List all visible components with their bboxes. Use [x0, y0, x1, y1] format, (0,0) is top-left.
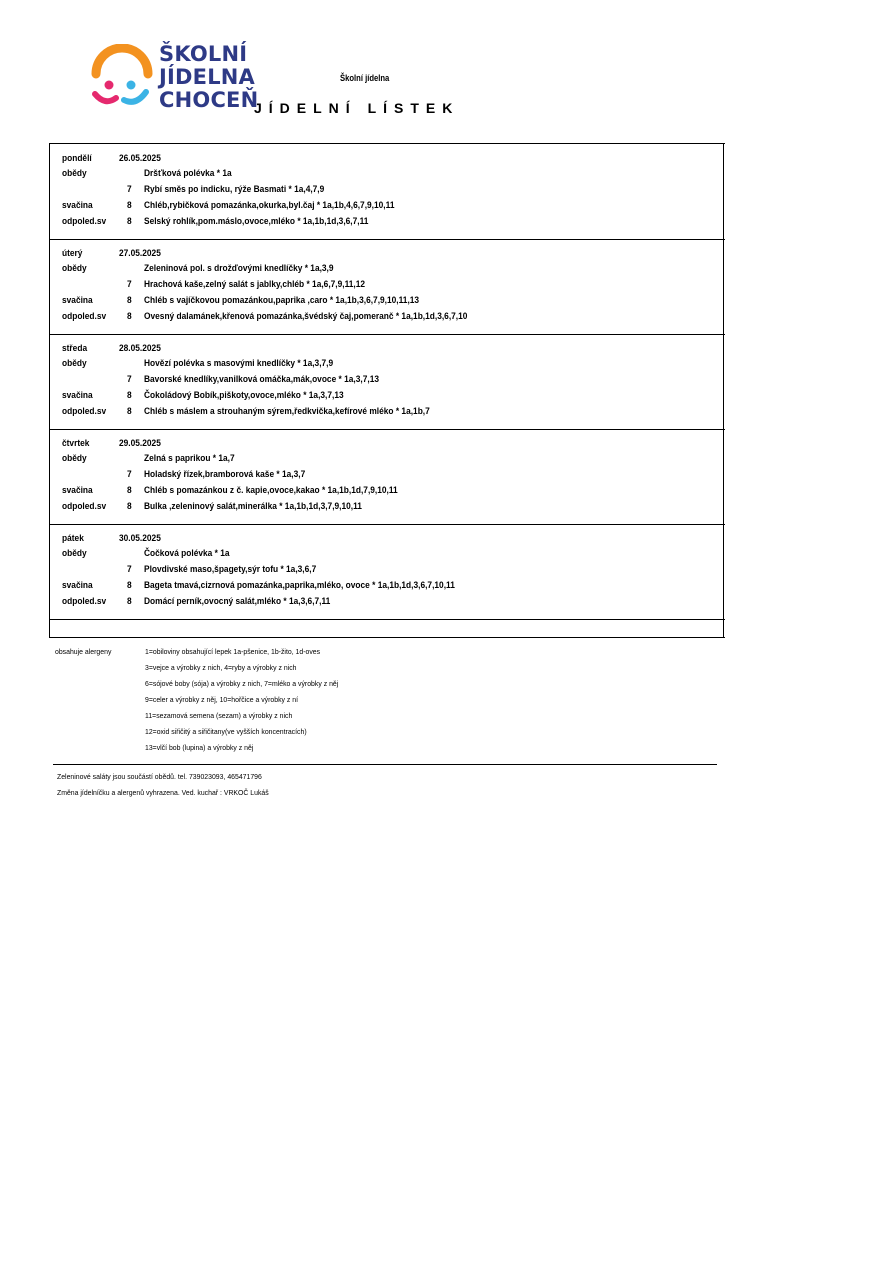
allergen-item: 6=sójové boby (sója) a výrobky z nich, 7=mléko a výrobky z něj	[145, 679, 339, 688]
logo-text-line2: JÍDELNA	[159, 65, 256, 89]
meal-number: 8	[127, 200, 132, 211]
day-name: pondělí	[62, 153, 92, 164]
meal-number: 8	[127, 501, 132, 512]
logo-figure-icon	[90, 44, 158, 110]
meal-text: Domácí perník,ovocný salát,mléko * 1a,3,6,7,11	[144, 596, 331, 607]
meal-text: Selský rohlík,pom.máslo,ovoce,mléko * 1a,1b,1d,3,6,7,11	[144, 216, 369, 227]
meal-label: obědy	[62, 263, 87, 274]
logo-text-line1: ŠKOLNÍ	[159, 42, 248, 66]
footer-line: Změna jídelníčku a alergenů vyhrazena. Ved. kuchař : VRKOČ Lukáš	[57, 788, 269, 797]
page-title: JÍDELNÍ LÍSTEK	[254, 100, 460, 116]
meal-text: Chléb s pomazánkou z č. kapie,ovoce,kakao * 1a,1b,1d,7,9,10,11	[144, 485, 398, 496]
meal-label: svačina	[62, 390, 93, 401]
meal-label: odpoled.sv	[62, 311, 107, 322]
meal-text: Chléb s máslem a strouhaným sýrem,ředkvička,kefírové mléko * 1a,1b,7	[144, 406, 430, 417]
day-block	[49, 530, 722, 625]
meal-number: 7	[127, 469, 132, 480]
day-name: pátek	[62, 533, 84, 544]
meal-text: Čokoládový Bobík,piškoty,ovoce,mléko * 1a,3,7,13	[144, 390, 344, 401]
meal-text: Bageta tmavá,cizrnová pomazánka,paprika,mléko, ovoce * 1a,1b,1d,3,6,7,10,11	[144, 580, 455, 591]
meal-label: obědy	[62, 453, 87, 464]
day-name: čtvrtek	[62, 438, 90, 449]
meal-number: 8	[127, 390, 132, 401]
meal-number: 7	[127, 564, 132, 575]
day-date: 30.05.2025	[119, 533, 161, 544]
meal-number: 7	[127, 374, 132, 385]
meal-text: Čočková polévka * 1a	[144, 548, 230, 559]
allergen-item: 11=sezamová semena (sezam) a výrobky z nich	[145, 711, 293, 720]
meal-label: svačina	[62, 580, 93, 591]
allergen-item: 12=oxid siřičitý a siřičitany(ve vyšších koncentracích)	[145, 727, 307, 736]
meal-label: svačina	[62, 485, 93, 496]
meal-text: Zelná s paprikou * 1a,7	[144, 453, 235, 464]
allergen-item: 13=vlčí bob (lupina) a výrobky z něj	[145, 743, 254, 752]
day-block	[49, 340, 722, 435]
allergen-item: 9=celer a výrobky z něj, 10=hořčice a výrobky z ní	[145, 695, 299, 704]
meal-text: Zeleninová pol. s drožďovými knedlíčky * 1a,3,9	[144, 263, 334, 274]
meal-label: obědy	[62, 168, 87, 179]
meal-text: Rybí směs po indicku, rýže Basmati * 1a,4,7,9	[144, 184, 325, 195]
meal-number: 8	[127, 596, 132, 607]
meal-number: 8	[127, 485, 132, 496]
day-date: 28.05.2025	[119, 343, 161, 354]
day-block	[49, 245, 722, 340]
day-name: středa	[62, 343, 88, 354]
day-block	[49, 435, 722, 530]
meal-number: 7	[127, 184, 132, 195]
meal-number: 8	[127, 295, 132, 306]
meal-label: odpoled.sv	[62, 501, 107, 512]
meal-text: Plovdivské maso,špagety,sýr tofu * 1a,3,6,7	[144, 564, 317, 575]
meal-label: obědy	[62, 358, 87, 369]
meal-label: odpoled.sv	[62, 406, 107, 417]
meal-text: Hovězí polévka s masovými knedlíčky * 1a,3,7,9	[144, 358, 334, 369]
day-date: 29.05.2025	[119, 438, 161, 449]
divider	[49, 143, 725, 144]
meal-number: 8	[127, 216, 132, 227]
meal-number: 8	[127, 311, 132, 322]
meal-label: obědy	[62, 548, 87, 559]
meal-number: 8	[127, 406, 132, 417]
school-logo	[90, 44, 270, 112]
meal-label: svačina	[62, 295, 93, 306]
meal-text: Holadský řízek,bramborová kaše * 1a,3,7	[144, 469, 306, 480]
meal-number: 8	[127, 580, 132, 591]
allergen-item: 1=obiloviny obsahující lepek 1a-pšenice, 1b-žito, 1d-oves	[145, 647, 321, 656]
meal-text: Bulka ,zeleninový salát,minerálka * 1a,1b,1d,3,7,9,10,11	[144, 501, 362, 512]
institution-name: Školní jídelna	[340, 73, 390, 83]
divider	[49, 637, 725, 638]
divider	[53, 764, 717, 765]
logo-text-line3: CHOCEŇ	[159, 88, 259, 112]
footer-line: Zeleninové saláty jsou součástí obědů. tel. 739023093, 465471796	[57, 772, 262, 781]
meal-text: Chléb s vajíčkovou pomazánkou,paprika ,caro * 1a,1b,3,6,7,9,10,11,13	[144, 295, 420, 306]
allergen-item: 3=vejce a výrobky z nich, 4=ryby a výrobky z nich	[145, 663, 297, 672]
meal-text: Hrachová kaše,zelný salát s jablky,chléb * 1a,6,7,9,11,12	[144, 279, 366, 290]
meal-text: Chléb,rybičková pomazánka,okurka,byl.čaj * 1a,1b,4,6,7,9,10,11	[144, 200, 395, 211]
meal-label: odpoled.sv	[62, 216, 107, 227]
meal-number: 7	[127, 279, 132, 290]
day-block	[49, 150, 722, 245]
meal-text: Bavorské knedlíky,vanilková omáčka,mák,ovoce * 1a,3,7,13	[144, 374, 380, 385]
meal-label: odpoled.sv	[62, 596, 107, 607]
allergen-label: obsahuje alergeny	[55, 647, 112, 656]
meal-text: Ovesný dalamánek,křenová pomazánka,švédský čaj,pomeranč * 1a,1b,1d,3,6,7,10	[144, 311, 468, 322]
meal-label: svačina	[62, 200, 93, 211]
meal-text: Dršťková polévka * 1a	[144, 168, 232, 179]
day-date: 27.05.2025	[119, 248, 161, 259]
day-date: 26.05.2025	[119, 153, 161, 164]
day-name: úterý	[62, 248, 83, 259]
